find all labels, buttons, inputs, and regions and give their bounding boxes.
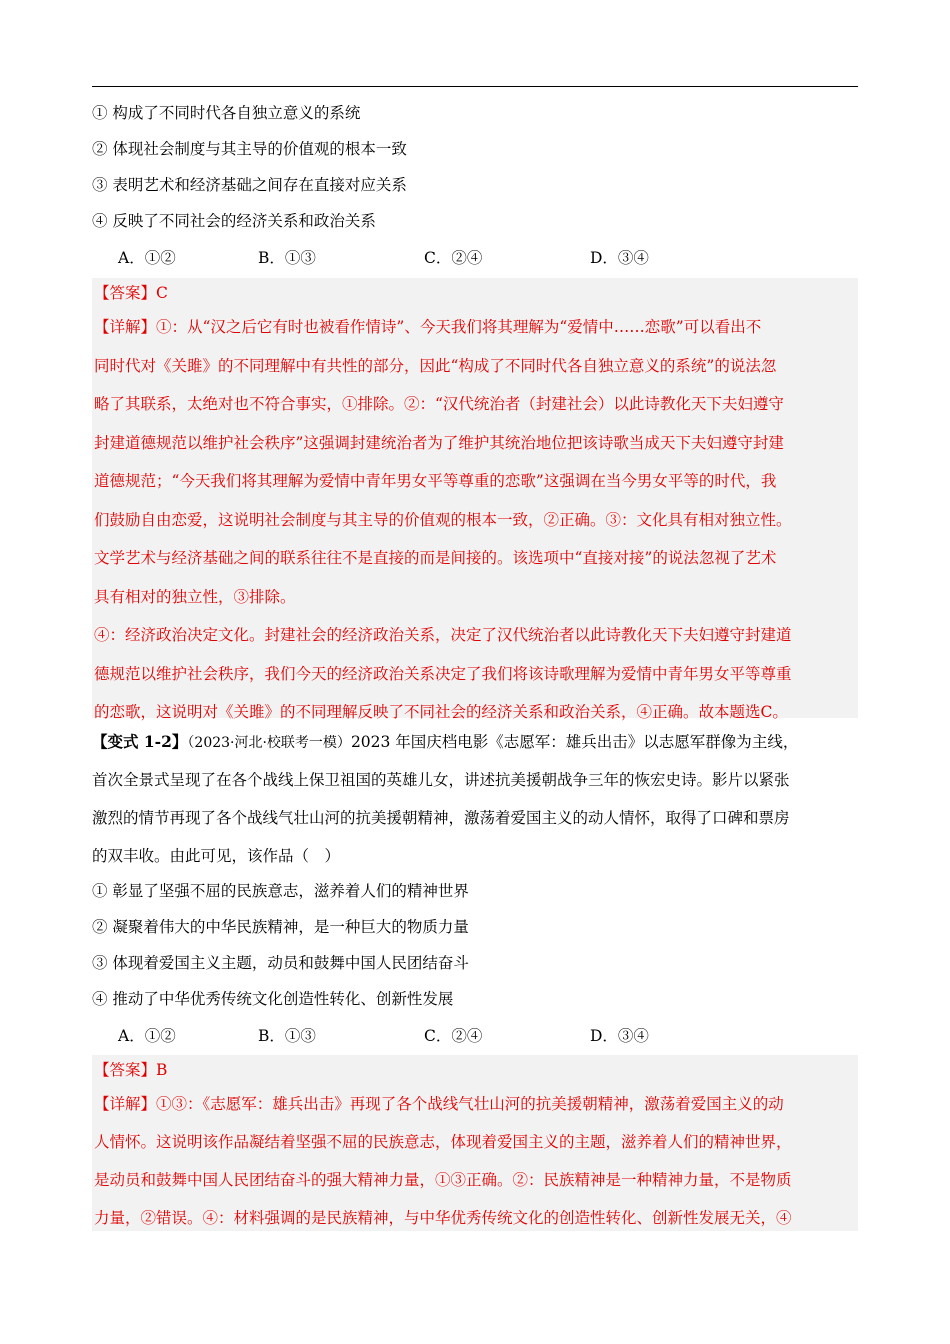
q1-explain-6: 们鼓励自由恋爱，这说明社会制度与其主导的价值观的根本一致，②正确。③：文化具有相对独立性。 <box>94 510 792 529</box>
q2-explain-1: 【详解】①③：《志愿军：雄兵出击》再现了各个战线气壮山河的抗美援朝精神，激荡着爱国主义的动 <box>94 1095 784 1113</box>
q1-option-2: ② 体现社会制度与其主导的价值观的根本一致 <box>92 140 407 158</box>
q2-source: （2023·河北·校联考一模） <box>187 735 351 751</box>
q1-choice-a: A．①② <box>118 249 176 267</box>
q1-explain-10: 德规范以维护社会秩序，我们今天的经济政治关系决定了我们将该诗歌理解为爱情中青年男女平等尊重 <box>94 664 792 683</box>
q2-label: 【变式 1-2】 <box>92 732 188 751</box>
q1-explain-3: 略了其联系，太绝对也不符合事实，①排除。②：“汉代统治者（封建社会）以此诗教化天下夫妇遵守 <box>94 395 784 413</box>
q2-explain-3: 是动员和鼓舞中国人民团结奋斗的强大精神力量，①③正确。②：民族精神是一种精神力量，不是物质 <box>94 1171 792 1189</box>
q1-explain-11: 的恋歌，这说明对《关雎》的不同理解反映了不同社会的经济关系和政治关系，④正确。故本题选C。 <box>94 703 788 721</box>
q1-explain-5: 道德规范；“今天我们将其理解为爱情中青年男女平等尊重的恋歌”这强调在当今男女平等的时代，我 <box>94 472 777 490</box>
q1-option-4: ④ 反映了不同社会的经济关系和政治关系 <box>92 212 376 230</box>
q1-option-1: ① 构成了不同时代各自独立意义的系统 <box>92 104 361 122</box>
q1-option-3: ③ 表明艺术和经济基础之间存在直接对应关系 <box>92 176 407 194</box>
q2-explain-2: 人情怀。这说明该作品凝结着坚强不屈的民族意志，体现着爱国主义的主题，滋养着人们的精神世界， <box>94 1133 792 1151</box>
q1-explain-9: ④：经济政治决定文化。封建社会的经济政治关系，决定了汉代统治者以此诗教化天下夫妇遵守封建道 <box>94 626 792 644</box>
q2-stem-3: 激烈的情节再现了各个战线气壮山河的抗美援朝精神，激荡着爱国主义的动人情怀，取得了口碑和票房 <box>92 809 790 827</box>
q1-choices <box>118 246 718 268</box>
q1-answer-box <box>92 278 858 721</box>
q1-explain-4: 封建道德规范以维护社会秩序”这强调封建统治者为了维护其统治地位把该诗歌当成天下夫妇遵守封建 <box>94 433 784 452</box>
q1-explain-1: 【详解】①：从“汉之后它有时也被看作情诗”、今天我们将其理解为“爱情中……恋歌”可以看出不 <box>94 318 762 336</box>
q1-choice-b: B．①③ <box>258 249 316 267</box>
q2-option-4: ④ 推动了中华优秀传统文化创造性转化、创新性发展 <box>92 990 454 1008</box>
q1-answer: 【答案】C <box>94 284 168 302</box>
q2-stem-first-text: 2023 年国庆档电影《志愿军：雄兵出击》以志愿军群像为主线， <box>350 733 799 751</box>
q2-choices <box>118 1024 718 1046</box>
q2-option-3: ③ 体现着爱国主义主题，动员和鼓舞中国人民团结奋斗 <box>92 954 469 972</box>
q2-explain-4: 力量，②错误。④：材料强调的是民族精神，与中华优秀传统文化的创造性转化、创新性发展无关，④ <box>94 1209 792 1227</box>
q2-answer-box <box>92 1055 858 1231</box>
q2-choice-d: D．③④ <box>590 1027 649 1045</box>
q2-option-1: ① 彰显了坚强不屈的民族意志，滋养着人们的精神世界 <box>92 882 469 900</box>
q1-explain-7: 文学艺术与经济基础之间的联系往往不是直接的而是间接的。该选项中“直接对接”的说法忽视了艺术 <box>94 549 777 567</box>
q2-stem-2: 首次全景式呈现了在各个战线上保卫祖国的英雄儿女，讲述抗美援朝战争三年的恢宏史诗。影片以紧张 <box>92 771 790 789</box>
q1-choice-c: C．②④ <box>424 249 483 267</box>
q1-explain-8: 具有相对的独立性，③排除。 <box>94 587 296 606</box>
q2-choice-c: C．②④ <box>424 1027 483 1045</box>
q1-explain-2: 同时代对《关雎》的不同理解中有共性的部分，因此“构成了不同时代各自独立意义的系统”的说法忽 <box>94 356 777 375</box>
q2-option-2: ② 凝聚着伟大的中华民族精神，是一种巨大的物质力量 <box>92 918 469 936</box>
header-rule <box>92 86 858 87</box>
q2-choice-a: A．①② <box>118 1027 176 1045</box>
q2-answer: 【答案】B <box>94 1061 168 1079</box>
q2-stem-4: 的双丰收。由此可见，该作品（ ） <box>92 847 341 865</box>
q1-choice-d: D．③④ <box>590 249 649 267</box>
q2-stem-first <box>92 730 858 755</box>
q2-choice-b: B．①③ <box>258 1027 316 1045</box>
